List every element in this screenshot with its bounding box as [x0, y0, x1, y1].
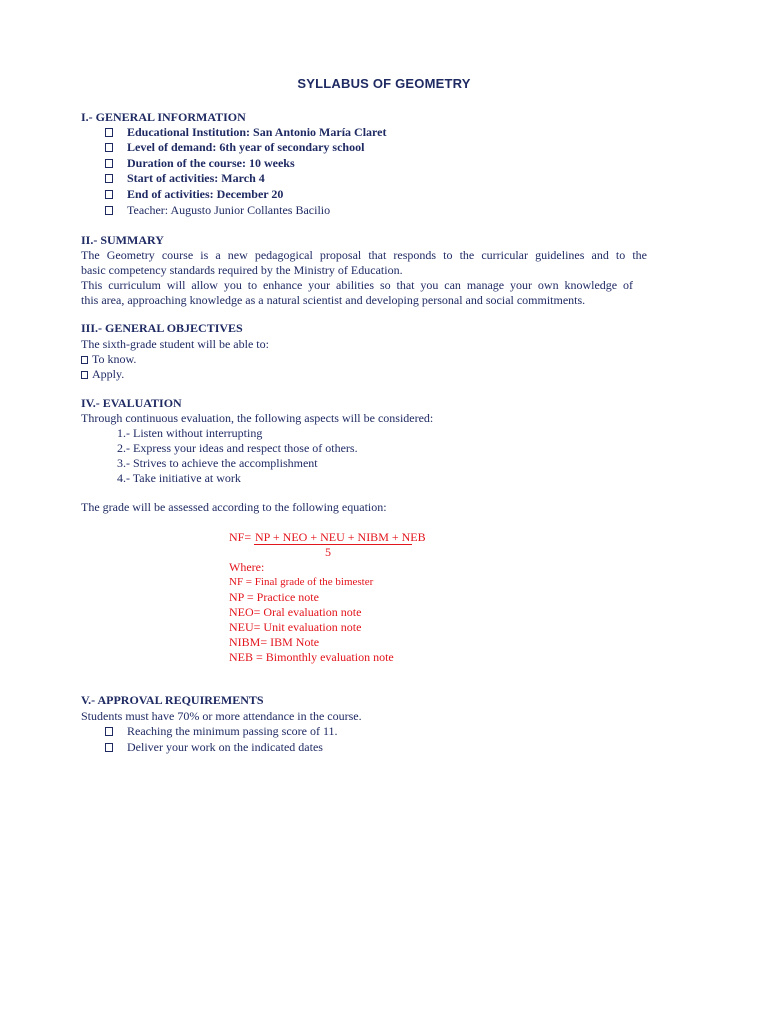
objectives-intro: The sixth-grade student will be able to: — [81, 337, 269, 351]
square-bullet-icon — [105, 743, 113, 752]
objective-label: To know. — [92, 352, 137, 366]
info-start: Start of activities: March 4 — [127, 171, 265, 185]
evaluation-aspect: 2.- Express your ideas and respect those of others. — [117, 441, 358, 455]
approval-requirement: Reaching the minimum passing score of 11. — [127, 724, 338, 738]
evaluation-aspect: 3.- Strives to achieve the accomplishment — [117, 456, 318, 470]
formula-lhs: NF= — [229, 530, 252, 544]
summary-text-line: This curriculum will allow you to enhance your abilities so that you can manage your own knowledge of — [81, 278, 633, 292]
evaluation-aspect: 4.- Take initiative at work — [117, 471, 241, 485]
formula-definition: NP = Practice note — [229, 590, 319, 604]
summary-text-line: The Geometry course is a new pedagogical proposal that responds to the curricular guidelines and to the — [81, 248, 647, 262]
info-duration: Duration of the course: 10 weeks — [127, 156, 295, 170]
evaluation-aspect: 1.- Listen without interrupting — [117, 426, 263, 440]
section-evaluation-heading: IV.- EVALUATION — [81, 396, 182, 410]
approval-requirement: Deliver your work on the indicated dates — [127, 740, 323, 754]
grade-equation-intro: The grade will be assessed according to the following equation: — [81, 500, 387, 514]
formula-definition: NIBM= IBM Note — [229, 635, 320, 649]
square-bullet-icon — [105, 128, 113, 137]
evaluation-intro: Through continuous evaluation, the following aspects will be considered: — [81, 411, 434, 425]
document-title: SYLLABUS OF GEOMETRY — [297, 76, 471, 91]
info-end: End of activities: December 20 — [127, 187, 284, 201]
formula-denominator: 5 — [325, 545, 331, 559]
summary-text-line: this area, approaching knowledge as a natural scientist and developing personal and social commitments. — [81, 293, 586, 307]
formula-where-label: Where: — [229, 560, 265, 574]
square-bullet-icon — [81, 371, 88, 379]
info-institution: Educational Institution: San Antonio María Claret — [127, 125, 387, 139]
info-teacher: Teacher: Augusto Junior Collantes Bacilio — [127, 203, 331, 217]
fraction-bar — [254, 544, 412, 545]
square-bullet-icon — [105, 143, 113, 152]
formula-numerator: NP + NEO + NEU + NIBM + NEB — [255, 530, 426, 544]
info-level: Level of demand: 6th year of secondary school — [127, 140, 365, 154]
square-bullet-icon — [105, 190, 113, 199]
summary-text-line: basic competency standards required by the Ministry of Education. — [81, 263, 403, 277]
square-bullet-icon — [105, 159, 113, 168]
formula-definition: NEB = Bimonthly evaluation note — [229, 650, 394, 664]
square-bullet-icon — [105, 174, 113, 183]
formula-definition: NEO= Oral evaluation note — [229, 605, 362, 619]
objective-item — [81, 352, 136, 367]
square-bullet-icon — [105, 727, 113, 736]
approval-intro: Students must have 70% or more attendance in the course. — [81, 709, 362, 723]
objective-label: Apply. — [92, 367, 125, 381]
objective-item — [81, 367, 124, 382]
formula-definition: NF = Final grade of the bimester — [229, 576, 374, 588]
section-objectives-heading: III.- GENERAL OBJECTIVES — [81, 321, 243, 335]
square-bullet-icon — [81, 356, 88, 364]
section-approval-heading: V.- APPROVAL REQUIREMENTS — [81, 693, 264, 707]
section-summary-heading: II.- SUMMARY — [81, 233, 164, 247]
formula-definition: NEU= Unit evaluation note — [229, 620, 362, 634]
section-general-information-heading: I.- GENERAL INFORMATION — [81, 110, 246, 124]
square-bullet-icon — [105, 206, 113, 215]
